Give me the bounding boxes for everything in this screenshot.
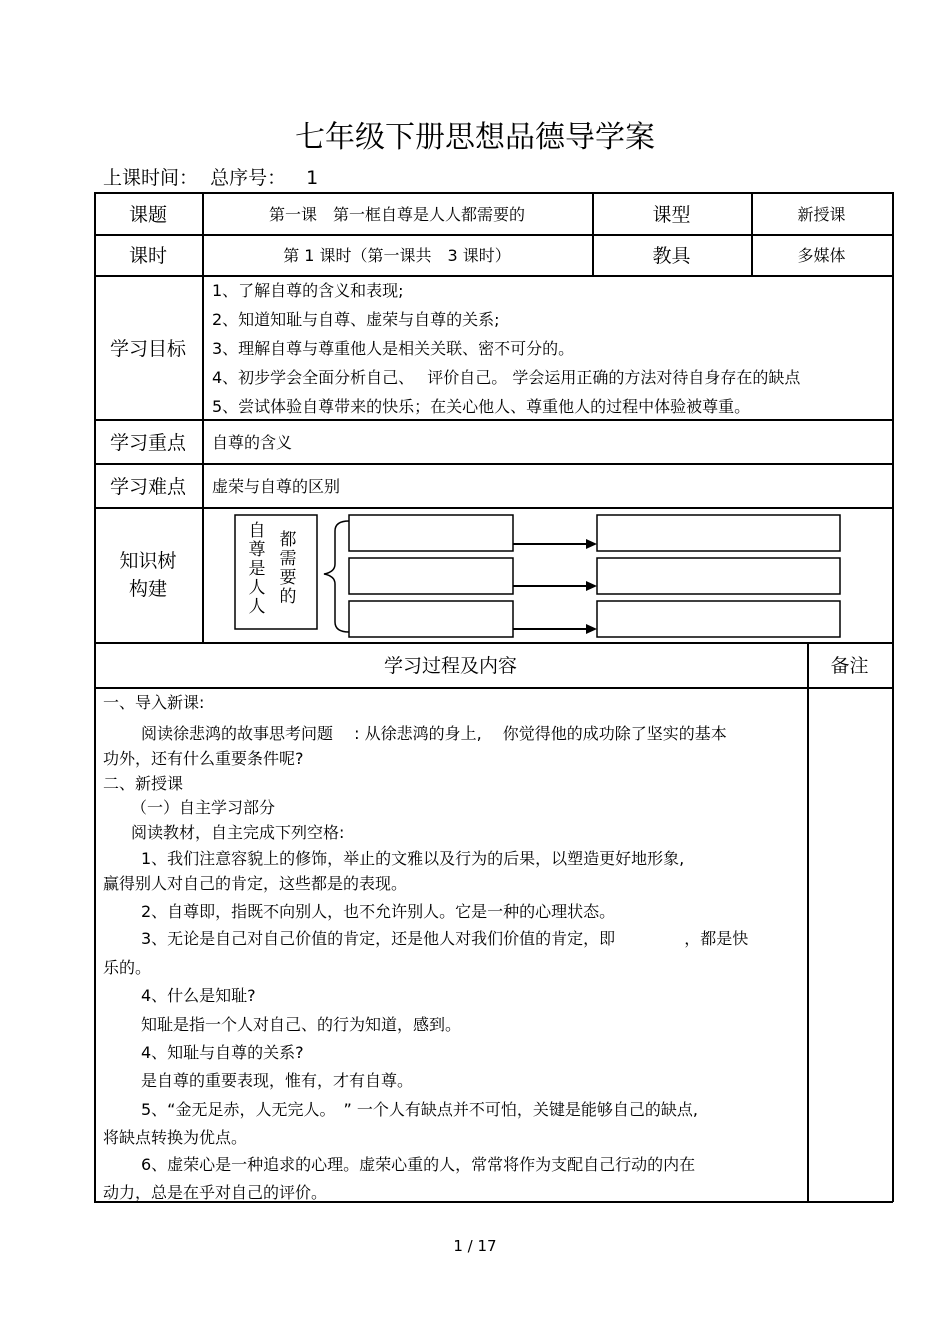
goals-label: 学习目标: [109, 337, 186, 360]
process-line: 1、我们注意容貌上的修饰，举止的文雅以及行为的后果，以塑造更好地形象,: [141, 849, 685, 868]
serial-value: 1: [306, 167, 319, 189]
difficulty-value: 虚荣与自尊的区别: [212, 476, 341, 496]
process-line: 乐的。: [103, 958, 152, 977]
knowledge-tree-diagram: [94, 192, 893, 642]
process-line: 2、自尊即，指既不向别人，也不允许别人。它是一种的心理状态。: [141, 902, 616, 921]
tools-value: 多媒体: [797, 246, 846, 265]
tree-leaf-1: [597, 515, 840, 551]
difficulty-label: 学习难点: [109, 475, 186, 498]
tree-node-3: [349, 601, 513, 637]
tree-arrowhead-3: [586, 624, 597, 634]
process-line: 4、什么是知耻?: [141, 986, 256, 1005]
goal-item: 3、理解自尊与尊重他人是相关关联、密不可分的。: [212, 339, 575, 358]
goal-item: 4、初步学会全面分析自己、 评价自己。 学会运用正确的方法对待自身存在的缺点: [212, 368, 801, 387]
tree-leaf-2: [597, 558, 840, 594]
process-line: 将缺点转换为优点。: [103, 1128, 248, 1147]
page-title: 七年级下册思想品德导学案: [295, 120, 655, 155]
process-line: 阅读教材，自主完成下列空格:: [131, 823, 345, 842]
process-line: 是自尊的重要表现，惟有，才有自尊。: [141, 1071, 414, 1090]
tree-root-text-col2: 都需要的: [279, 530, 297, 607]
process-line: 3、无论是自己对自己价值的肯定，还是他人对我们价值的肯定，即 ，都是快: [141, 929, 749, 948]
process-header: 学习过程及内容: [383, 655, 517, 677]
goal-item: 2、知道知耻与自尊、虚荣与自尊的关系;: [212, 310, 500, 329]
process-line: 赢得别人对自己的肯定，这些都是的表现。: [103, 874, 408, 893]
process-line: 功外，还有什么重要条件呢?: [103, 749, 304, 768]
tree-root-text-col1: 自尊是人人: [248, 521, 266, 617]
process-line: 4、知耻与自尊的关系?: [141, 1043, 304, 1062]
process-line: （一）自主学习部分: [131, 798, 276, 817]
tree-brace: [324, 521, 349, 632]
focus-label: 学习重点: [109, 431, 186, 454]
class-meta: [103, 163, 324, 190]
topic-value: 第一课 第一框自尊是人人都需要的: [268, 204, 525, 224]
goal-item: 5、尝试体验自尊带来的快乐；在关心他人、尊重他人的过程中体验被尊重。: [212, 397, 751, 416]
hours-value: 第 1 课时（第一课共 3 课时）: [283, 246, 511, 265]
class-time-label: 上课时间：: [103, 167, 199, 189]
process-line: 二、新授课: [103, 774, 184, 793]
process-line: 动力，总是在乎对自己的评价。: [103, 1183, 328, 1202]
notes-header: 备注: [830, 655, 869, 677]
hours-label: 课时: [128, 245, 167, 267]
tree-node-2: [349, 558, 513, 594]
tree-leaf-3: [597, 601, 840, 637]
goal-item: 1、了解自尊的含义和表现;: [212, 281, 404, 300]
process-line: 知耻是指一个人对自己、的行为知道，感到。: [141, 1015, 462, 1034]
knowledge-tree-label-line2: 构建: [128, 577, 167, 600]
serial-label: 总序号：: [210, 167, 287, 189]
tree-node-1: [349, 515, 513, 551]
process-line: 5、“金无足赤，人无完人。 ” 一个人有缺点并不可怕，关键是能够自己的缺点,: [141, 1100, 698, 1119]
tools-label: 教具: [652, 245, 691, 267]
process-line: 阅读徐悲鸿的故事思考问题 : 从徐悲鸿的身上, 你觉得他的成功除了坚实的基本: [141, 724, 727, 743]
focus-value: 自尊的含义: [212, 432, 293, 452]
knowledge-tree-label-line1: 知识树: [119, 549, 177, 572]
tree-arrowhead-1: [586, 539, 597, 549]
type-value: 新授课: [797, 204, 846, 224]
tree-arrowhead-2: [586, 581, 597, 591]
process-line: 6、虚荣心是一种追求的心理。虚荣心重的人，常常将作为支配自己行动的内在: [141, 1155, 696, 1174]
page-number: 1 / 17: [453, 1237, 497, 1255]
type-label: 课型: [652, 203, 691, 226]
process-line: 一、导入新课:: [103, 693, 205, 712]
topic-label: 课题: [128, 203, 167, 226]
